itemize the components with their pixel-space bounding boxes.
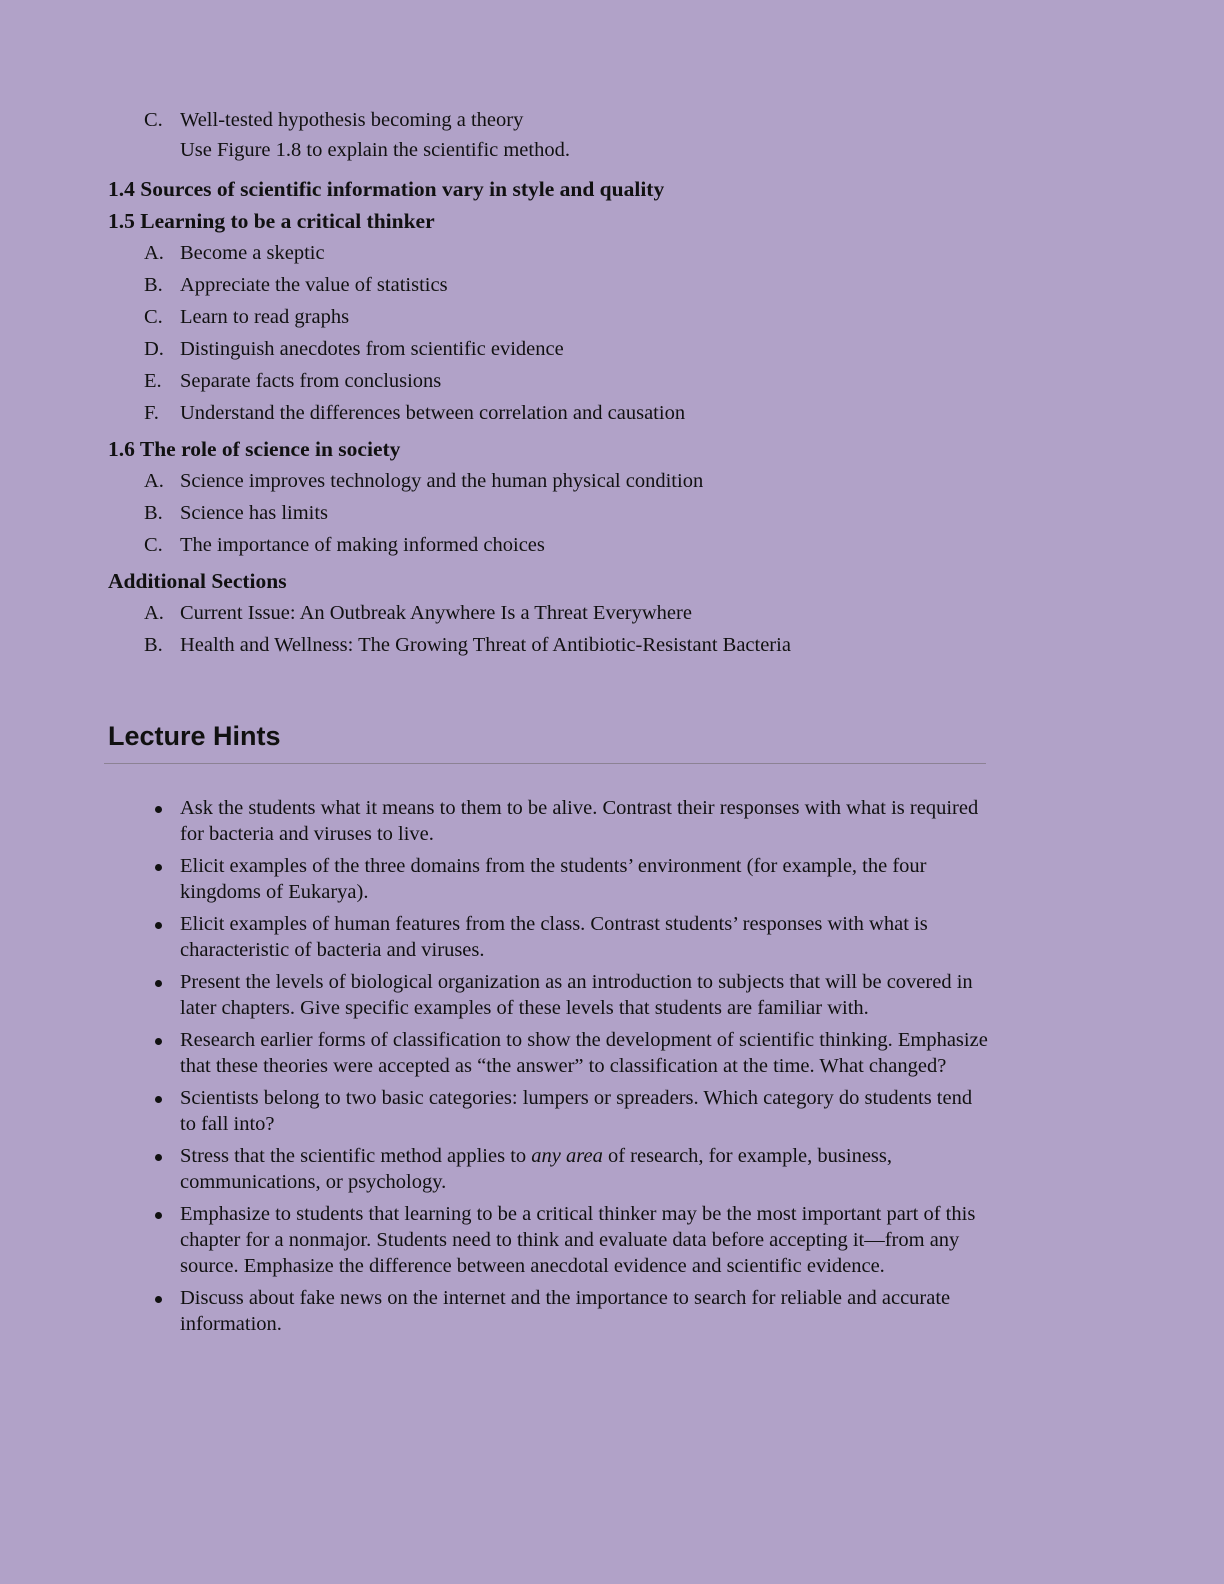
outline-item-letter: C.	[144, 534, 163, 556]
outline-item-text: Separate facts from conclusions	[180, 370, 442, 392]
outline-item-letter: A.	[144, 242, 164, 264]
hint-item	[108, 1201, 988, 1279]
outline-section	[108, 176, 988, 203]
outline-item-text: Science improves technology and the human physical condition	[180, 470, 704, 492]
outline-item	[108, 107, 988, 139]
hint-text: Ask the students what it means to them to be alive. Contrast their responses with what is required for bacteria and viruses to live.	[180, 797, 979, 845]
bullet-icon	[155, 922, 162, 929]
outline-item-letter: F.	[144, 402, 159, 424]
hint-item	[108, 1027, 988, 1079]
outline-item-text: The importance of making informed choices	[180, 534, 545, 556]
outline-item-letter: D.	[144, 338, 164, 360]
outline-section	[108, 436, 988, 564]
outline-item-text: Understand the differences between correlation and causation	[180, 402, 686, 424]
hint-text: Discuss about fake news on the internet and the importance to search for reliable and accurate information.	[180, 1287, 951, 1335]
bullet-icon	[155, 1296, 162, 1303]
outline-item	[108, 368, 988, 400]
hint-emphasis: any area	[531, 1145, 603, 1167]
outline-section	[108, 208, 988, 432]
section-divider	[104, 763, 986, 764]
bullet-icon	[155, 1038, 162, 1045]
outline-item-text: Science has limits	[180, 502, 329, 524]
hint-text-part: of research, for example, business, communications, or psychology.	[180, 1145, 893, 1193]
hint-text	[180, 1145, 892, 1193]
outline-item-letter: B.	[144, 502, 163, 524]
outline-item-text: Learn to read graphs	[180, 306, 350, 328]
section-heading: 1.5 Learning to be a critical thinker	[108, 209, 435, 233]
hint-text: Elicit examples of the three domains from the students’ environment (for example, the four kingdoms of Eukarya).	[180, 855, 927, 903]
hint-text: Research earlier forms of classification to show the development of scientific thinking. Emphasize that these theories were accepted as “the answer” to classification at the time. What changed?	[180, 1029, 988, 1077]
hint-item	[108, 795, 988, 847]
lecture-hints-list	[108, 795, 988, 1343]
outline-item	[108, 532, 988, 564]
outline-item	[108, 500, 988, 532]
figure-note: Use Figure 1.8 to explain the scientific method.	[180, 139, 570, 161]
bullet-icon	[155, 806, 162, 813]
outline-item-letter: C.	[144, 109, 163, 131]
hint-text-part: Stress that the scientific method applies to	[180, 1145, 532, 1167]
hint-item	[108, 853, 988, 905]
chapter-outline	[108, 107, 988, 664]
hint-text: Emphasize to students that learning to be a critical thinker may be the most important part of this chapter for a nonmajor. Students need to think and evaluate data before accepting it—from any source. Emphasize the difference between anecdotal evidence and scientific evidence.	[180, 1203, 976, 1277]
lecture-hints-title: Lecture Hints	[108, 721, 281, 751]
outline-item-text: Health and Wellness: The Growing Threat of Antibiotic-Resistant Bacteria	[180, 634, 791, 656]
hint-text: Present the levels of biological organization as an introduction to subjects that will be covered in later chapters. Give specific examples of these levels that students are familiar with.	[180, 971, 973, 1019]
bullet-icon	[155, 1212, 162, 1219]
hint-item	[108, 1285, 988, 1337]
outline-item-letter: C.	[144, 306, 163, 328]
outline-item-letter: E.	[144, 370, 162, 392]
outline-item-letter: A.	[144, 470, 164, 492]
bullet-icon	[155, 1154, 162, 1161]
hint-item	[108, 969, 988, 1021]
outline-item	[108, 600, 988, 632]
outline-item	[108, 240, 988, 272]
bullet-icon	[155, 1096, 162, 1103]
outline-item	[108, 272, 988, 304]
outline-item-letter: B.	[144, 634, 163, 656]
hint-text: Elicit examples of human features from the class. Contrast students’ responses with what is characteristic of bacteria and viruses.	[180, 913, 928, 961]
section-heading: 1.4 Sources of scientific information vary in style and quality	[108, 177, 665, 201]
hint-item	[108, 1143, 988, 1195]
outline-item-letter: A.	[144, 602, 164, 624]
bullet-icon	[155, 864, 162, 871]
section-heading: 1.6 The role of science in society	[108, 437, 401, 461]
outline-item-letter: B.	[144, 274, 163, 296]
outline-item-text: Current Issue: An Outbreak Anywhere Is a Threat Everywhere	[180, 602, 692, 624]
outline-item-text: Appreciate the value of statistics	[180, 274, 448, 296]
outline-item	[108, 336, 988, 368]
outline-item-text: Well-tested hypothesis becoming a theory	[180, 109, 524, 131]
bullet-icon	[155, 980, 162, 987]
hint-item	[108, 911, 988, 963]
outline-item	[108, 400, 988, 432]
outline-section	[108, 568, 988, 664]
hint-item	[108, 1085, 988, 1137]
outline-item	[108, 304, 988, 336]
hint-text: Scientists belong to two basic categories: lumpers or spreaders. Which category do students tend to fall into?	[180, 1087, 973, 1135]
section-heading: Additional Sections	[108, 569, 287, 593]
outline-item-text: Distinguish anecdotes from scientific evidence	[180, 338, 564, 360]
outline-item	[108, 632, 988, 664]
outline-item-text: Become a skeptic	[180, 242, 325, 264]
outline-item	[108, 468, 988, 500]
